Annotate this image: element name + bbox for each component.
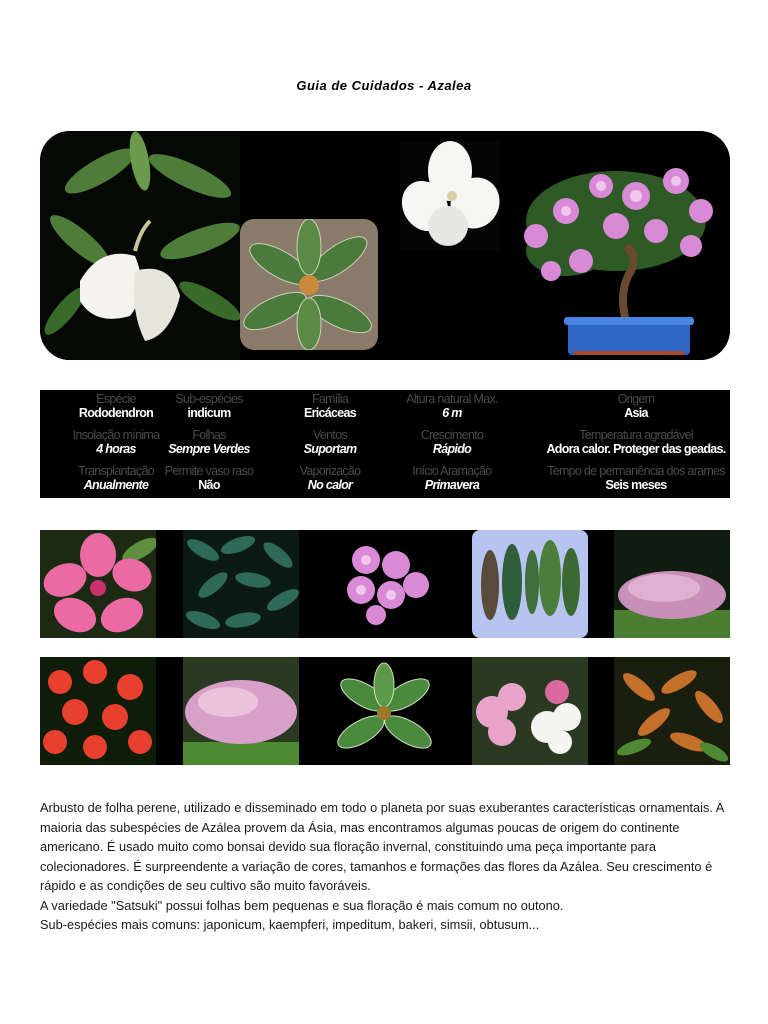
thumb-green-leaves — [183, 530, 299, 638]
info-value: 6 m — [442, 406, 462, 420]
info-cell-ventos — [261, 428, 399, 456]
info-value: Anualmente — [83, 478, 149, 492]
info-value: Suportam — [303, 442, 357, 456]
info-value: Primavera — [424, 478, 480, 492]
thumb-lilac-flowers — [326, 530, 442, 638]
info-label: Permite vaso raso — [164, 464, 254, 478]
info-label: Origem — [617, 392, 655, 406]
info-label: Crescimento — [420, 428, 484, 442]
photo-white-azalea-leaves — [40, 131, 240, 360]
info-value: Sempre Verdes — [168, 442, 250, 456]
thumb-red-azalea — [40, 657, 156, 765]
info-value: Ericáceas — [303, 406, 357, 420]
photo-white-flower — [400, 141, 500, 251]
info-label: Sub-espécies — [175, 392, 243, 406]
info-label: Folhas — [192, 428, 226, 442]
photo-leaf-rosette — [240, 219, 378, 350]
info-label: Início Aramação — [412, 464, 492, 478]
info-cell-temperatura — [536, 428, 736, 456]
info-value: indicum — [187, 406, 231, 420]
thumb-pink-azalea — [40, 530, 156, 638]
thumbnail-strip-2 — [40, 657, 730, 765]
info-label: Insolação mínima — [72, 428, 160, 442]
thumb-leaf-rosette — [326, 657, 442, 765]
info-cell-arames — [536, 464, 736, 492]
info-label: Transplantação — [78, 464, 154, 478]
info-cell-crescimento — [383, 428, 521, 456]
thumb-copper-leaves — [614, 657, 730, 765]
description-paragraph: Sub-espécies mais comuns: japonicum, kaempferi, impeditum, bakeri, simsii, obtusum... — [40, 917, 540, 932]
info-label: Vaporização — [299, 464, 361, 478]
info-value: Não — [198, 478, 220, 492]
description-paragraph: Arbusto de folha perene, utilizado e disseminado em todo o planeta por suas exuberantes características ornamentais. A maioria das subespécies de Azálea provem da Ásia, mas encontramos algumas poucas de origem do continente americano. É usado muito como bonsai devido sua floração invernal, constituindo uma peça importante para colecionadores. É surpreendente a variação de cores, tamanhos e formações das flores da Azálea. Seu crescimento é rápido e as condições de seu cultivo são muito favoráveis. — [40, 800, 724, 893]
thumb-leaf-samples — [472, 530, 588, 638]
info-value: Rápido — [432, 442, 472, 456]
info-value: 4 horas — [96, 442, 136, 456]
info-label: Temperatura agradável — [579, 428, 693, 442]
thumbnail-strip-1 — [40, 530, 730, 638]
photo-banner — [40, 131, 730, 360]
care-info-table — [40, 390, 730, 498]
info-label: Tempo de permanência dos arames — [547, 464, 725, 478]
info-value: Asia — [624, 406, 648, 420]
info-cell-subespecies — [140, 392, 278, 420]
info-cell-vaso-raso — [140, 464, 278, 492]
info-label: Família — [311, 392, 349, 406]
info-cell-aramacao — [383, 464, 521, 492]
info-cell-origem — [536, 392, 736, 420]
info-cell-familia — [261, 392, 399, 420]
info-cell-altura — [383, 392, 521, 420]
info-value: Seis meses — [605, 478, 667, 492]
page-title: Guia de Cuidados - Azalea — [296, 78, 472, 93]
info-label: Espécie — [96, 392, 136, 406]
thumb-potted-azaleas — [472, 657, 588, 765]
info-label: Altura natural Max. — [406, 392, 498, 406]
description-paragraph: A variedade "Satsuki" possui folhas bem pequenas e sua floração é mais comum no outono. — [40, 897, 564, 913]
thumb-pink-bush-garden — [183, 657, 299, 765]
info-value: Rododendron — [78, 406, 154, 420]
info-cell-folhas — [140, 428, 278, 456]
info-value: Adora calor. Proteger das geadas. — [546, 442, 726, 456]
info-value: No calor — [307, 478, 353, 492]
info-label: Ventos — [312, 428, 348, 442]
info-cell-vaporizacao — [261, 464, 399, 492]
photo-bonsai-pink — [506, 151, 730, 360]
thumb-azalea-bush — [614, 530, 730, 638]
description-text — [40, 798, 730, 935]
